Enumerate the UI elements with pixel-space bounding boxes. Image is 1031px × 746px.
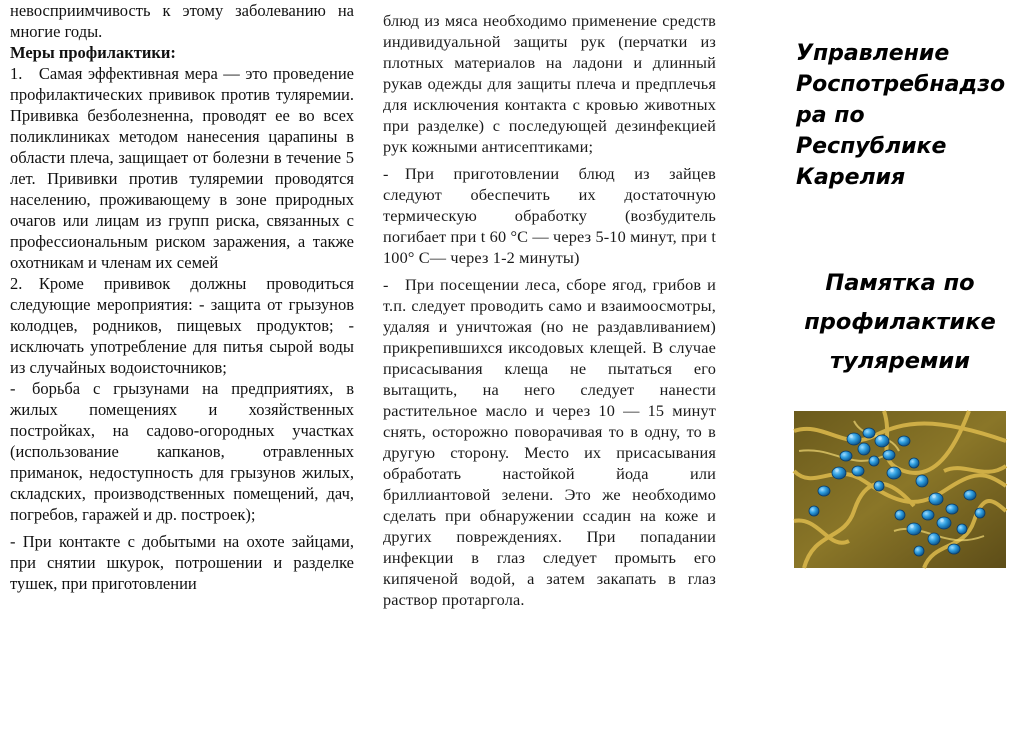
forest-visit-paragraph: - При посещении леса, сборе ягод, грибов и т.п. следует проводить само и взаимоосмотры, удаляя и уничтожая (но не раздавливанием) прикрепившихся иксодовых клещей. В случае присасывания клеща не пытаться его вытащить, на него следует нанести растительное масло и через 10 — 15 минут снять, осторожно поворачивая то в одну, то в другую сторону. Место их присасывания обработать настойкой йода или бриллиантовой зелени. Это же необходимо сделать при обнаружении ссадин на коже и других повреждениях. При попадании инфекции в глаз следует промыть его кипяченой водой, а затем закапать в глаз раствор протаргола. <box>383 275 716 609</box>
hand-protection-paragraph: блюд из мяса необходимо применение средств индивидуальной защиты рук (перчатки из плотных материалов на ладони и длинный рукав одежды для защиты плеча и предплечья для исключения контакта с кровью животных при разделке) с последующей дезинфекцией рук кожными антисептиками; <box>383 11 716 156</box>
org-line-2: Роспотребнадзо <box>796 72 1006 97</box>
cooking-paragraph: - При приготовлении блюд из зайцев следуют обеспечить их достаточную термическую обработку (возбудитель погибает при t 60 °С — через 5-10 минут, при t 100° С— через 1-2 минуты) <box>383 164 716 267</box>
title-line-1: Памятка по <box>825 270 975 296</box>
measure-2-paragraph: 2. Кроме прививок должны проводиться следующие мероприятия: - защита от грызунов колодцев, родников, пищевых продуктов; - исключать употребление для питья сырой воды из случайных водоисточников; <box>10 274 354 377</box>
bacteria-micrograph-icon <box>794 411 1006 568</box>
intro-paragraph: невосприимчивость к этому заболеванию на многие годы. <box>10 1 354 41</box>
memo-title <box>780 264 1020 381</box>
title-line-3: туляремии <box>830 348 970 374</box>
column-left <box>10 0 354 594</box>
organization-name <box>796 38 1016 190</box>
org-line-1: Управление <box>796 41 950 66</box>
measure-1-paragraph: 1. Самая эффективная мера — это проведение профилактических прививок против туляремии. Прививка безболезненна, проводят ее во всех поликлиниках методом нанесения царапины в области плеча, защищает от болезни в течение 5 лет. Прививки против туляремии проводятся населению, проживающему в зоне природных очагов или лицам из групп риска, связанных с профессиональным риском заражения, а также охотникам и членам их семей <box>10 64 354 272</box>
rodent-control-paragraph: - борьба с грызунами на предприятиях, в жилых помещениях и хозяйственных постройках, на садово-огородных участках (использование капканов, отравленных приманок, недоступность для грызунов жилых, складских, производственных помещений, дач, погребов, гаражей и др. построек); <box>10 379 354 524</box>
prevention-heading: Меры профилактики: <box>10 43 176 62</box>
column-middle <box>383 10 716 610</box>
title-line-2: профилактике <box>804 309 996 335</box>
org-line-3: ра по Республике <box>796 103 947 159</box>
hunting-contact-paragraph: - При контакте с добытыми на охоте зайцами, при снятии шкурок, потрошении и разделке тушек, при приготовлении <box>10 532 354 593</box>
org-line-4: Карелия <box>796 165 906 190</box>
